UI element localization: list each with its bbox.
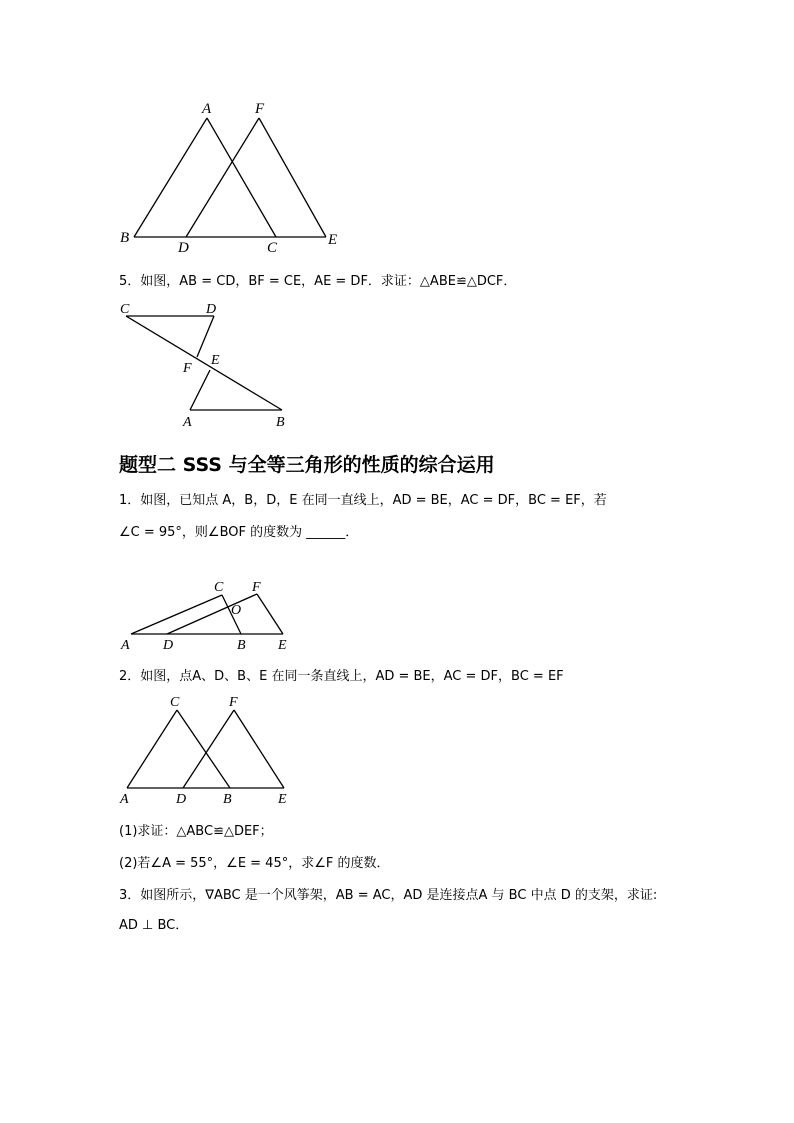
fig3-label-E: E xyxy=(278,638,287,653)
problem-3-line-1: 3．如图所示，∇ABC 是一个风筝架，AB = AC，AD 是连接点A 与 BC 中点 D 的支架，求证: xyxy=(119,888,658,903)
problem-2-part-2: (2)若∠A = 55°，∠E = 45°，求∠F 的度数． xyxy=(119,856,390,871)
fig4-seg-CB xyxy=(177,710,230,788)
fig1-label-D: D xyxy=(178,240,189,256)
fig3-label-D: D xyxy=(163,638,174,653)
fig4-seg-AC xyxy=(127,710,177,788)
fig4-seg-FD xyxy=(183,710,234,788)
fig2-label-E: E xyxy=(211,353,220,368)
problem-2-part-1: (1)求证：△ABC≌△DEF； xyxy=(119,824,273,839)
fig1-label-B: B xyxy=(120,230,130,246)
fig2-label-F: F xyxy=(183,361,192,376)
fig3-label-A: A xyxy=(121,638,130,653)
fig3-label-F: F xyxy=(252,580,261,595)
fig2-label-A: A xyxy=(183,415,192,430)
fig2-label-C: C xyxy=(120,302,130,317)
fig2-label-B: B xyxy=(276,415,285,430)
question-5-text: 5．如图，AB = CD，BF = CE，AE = DF．求证：△ABE≌△DCF． xyxy=(119,274,517,289)
fig4-seg-FE xyxy=(234,710,284,788)
problem-1-line-2: ∠C = 95°，则∠BOF 的度数为 ______． xyxy=(119,525,359,540)
fig1-label-A: A xyxy=(202,101,212,117)
problem-1-line-1: 1．如图，已知点 A，B，D，E 在同一直线上，AD = BE，AC = DF，BC = EF，若 xyxy=(119,493,607,508)
section-heading: 题型二 SSS 与全等三角形的性质的综合运用 xyxy=(119,454,495,476)
fig3-label-O: O xyxy=(231,603,242,618)
fig4-label-B: B xyxy=(223,792,232,807)
fig4-label-C: C xyxy=(170,695,180,710)
fig4-label-F: F xyxy=(229,695,238,710)
fig4-label-A: A xyxy=(120,792,129,807)
fig4-label-E: E xyxy=(278,792,287,807)
fig2-label-D: D xyxy=(206,302,217,317)
problem-3-line-2: AD ⊥ BC． xyxy=(119,918,189,933)
fig1-label-F: F xyxy=(255,101,265,117)
fig1-label-C: C xyxy=(267,240,278,256)
fig3-label-C: C xyxy=(214,580,224,595)
problem-2-text: 2．如图，点A、D、B、E 在同一条直线上，AD = BE，AC = DF，BC = EF xyxy=(119,669,564,684)
fig1-label-E: E xyxy=(328,232,338,248)
fig4-label-D: D xyxy=(176,792,187,807)
fig3-label-B: B xyxy=(237,638,246,653)
